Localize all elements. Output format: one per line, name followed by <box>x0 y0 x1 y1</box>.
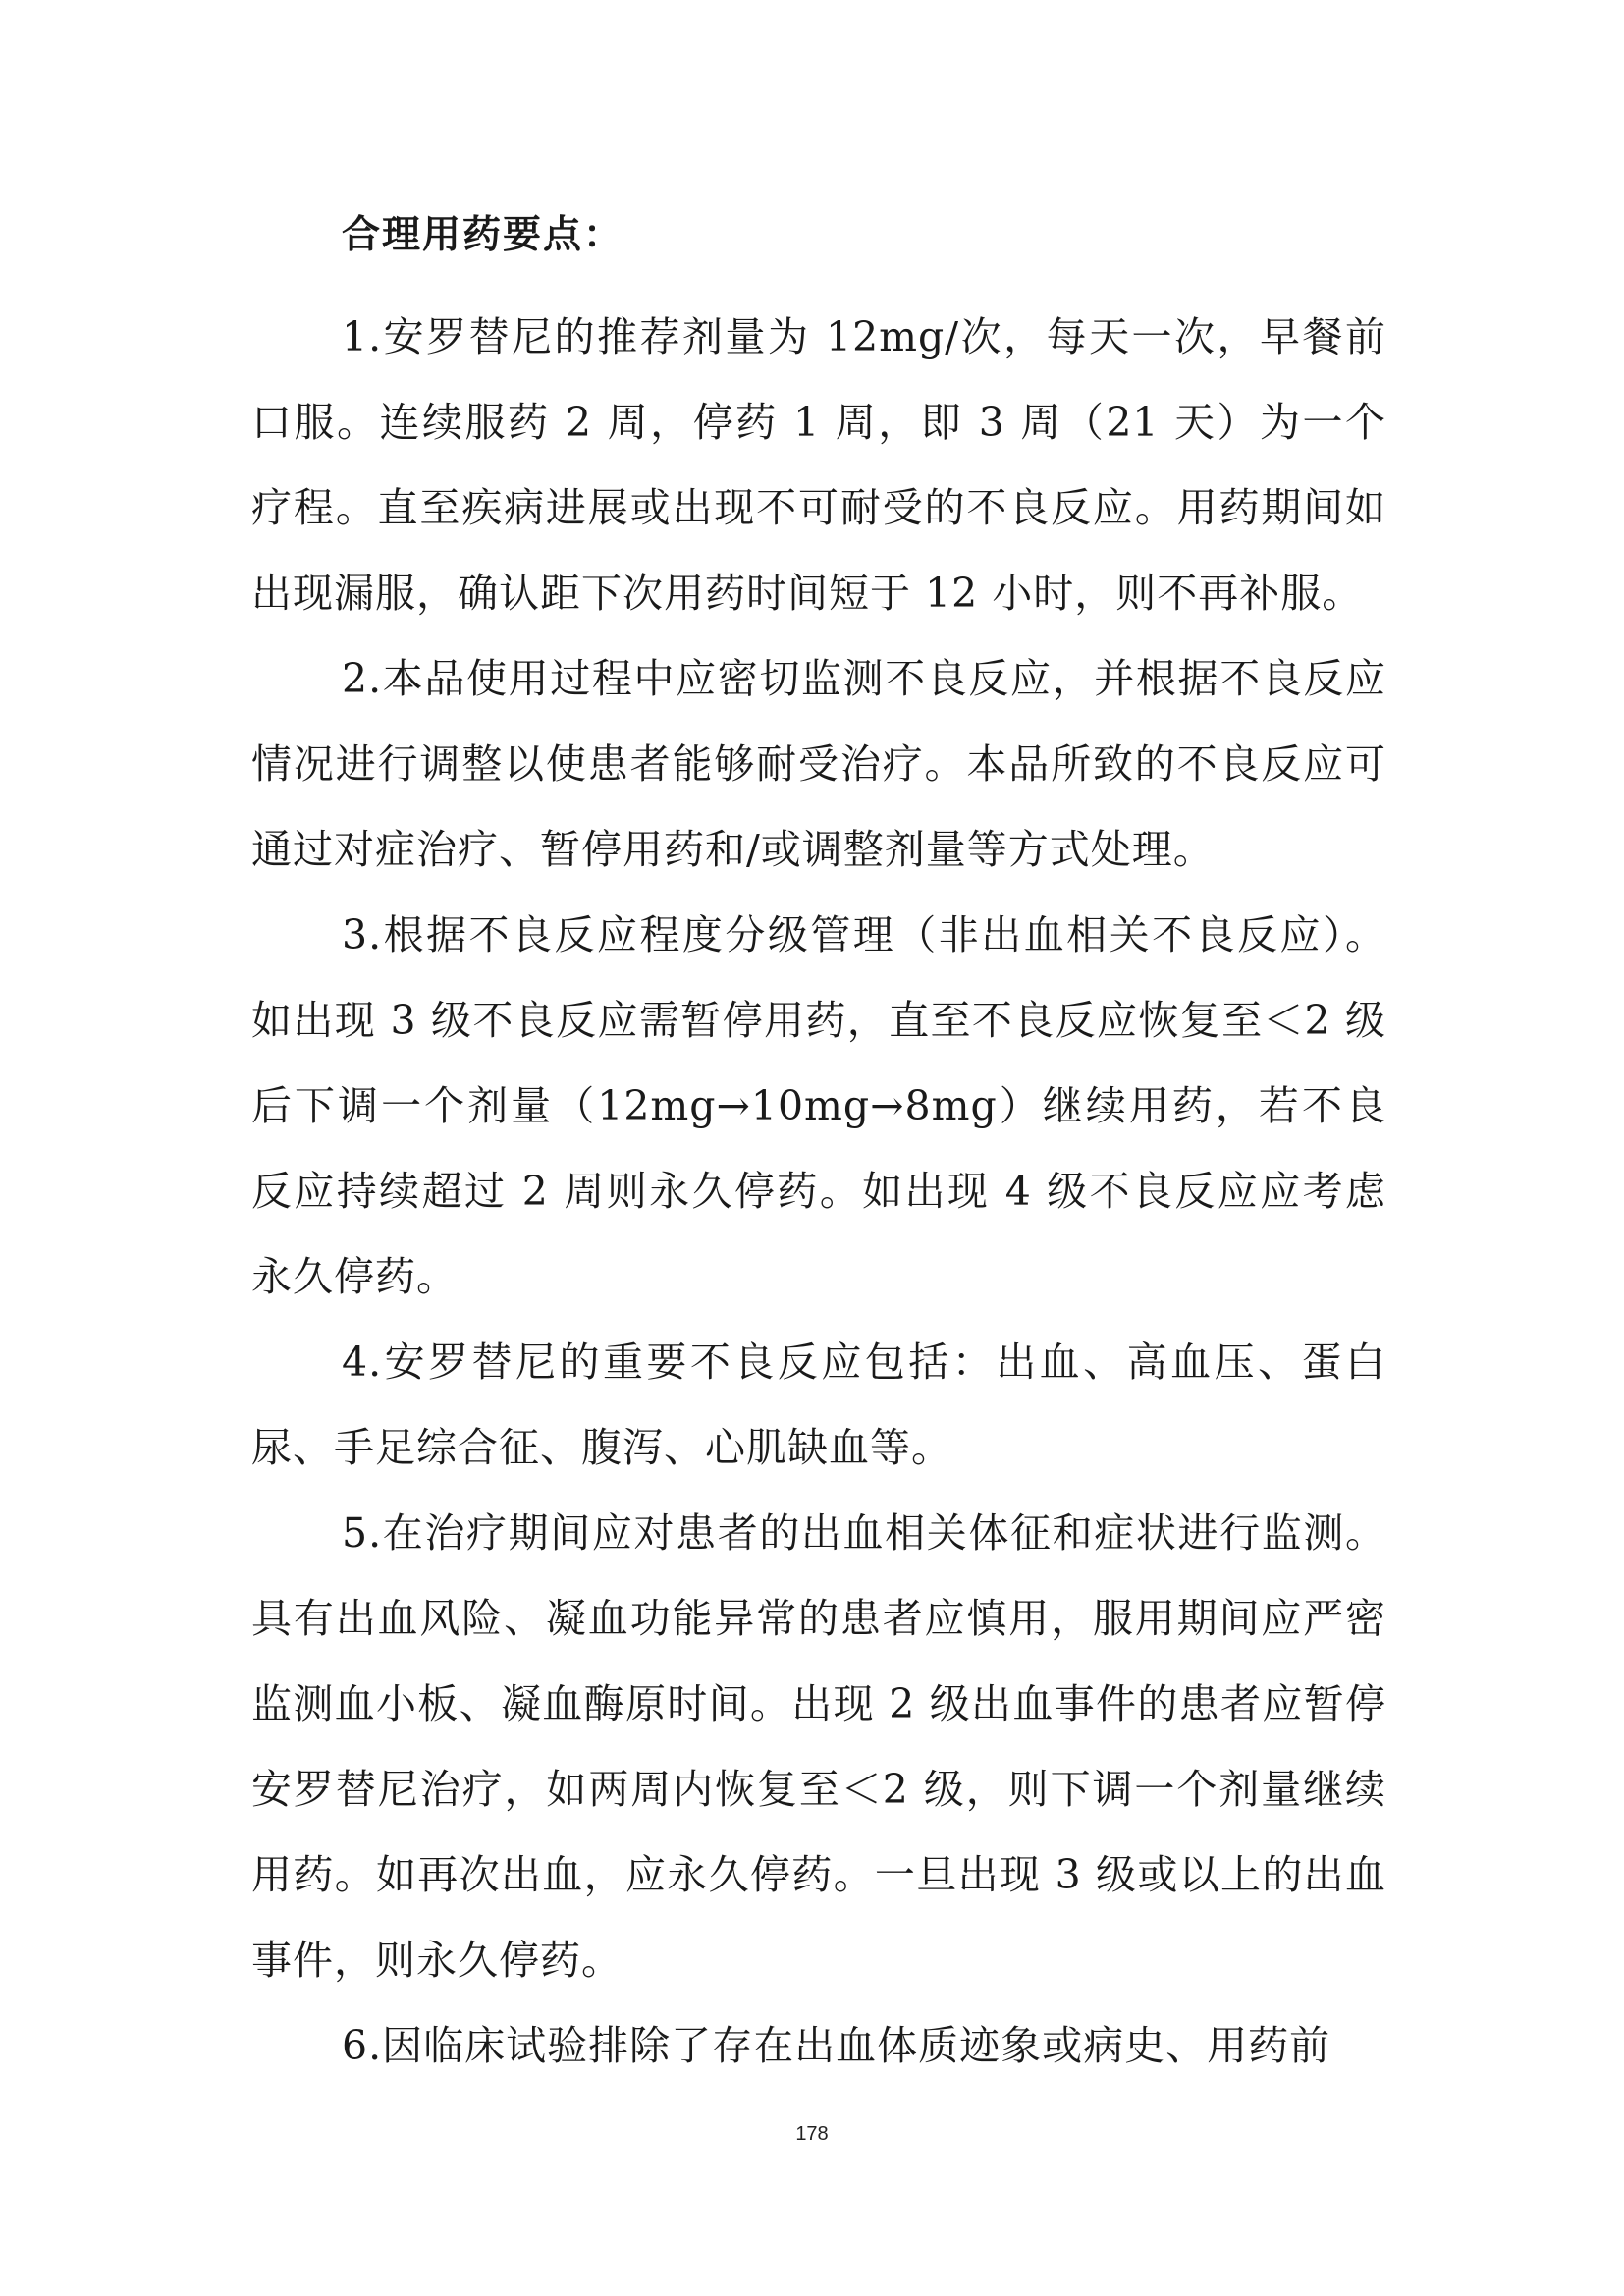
page-number: 178 <box>795 2123 829 2145</box>
paragraph-4: 4.安罗替尼的重要不良反应包括：出血、高血压、蛋白尿、手足综合征、腹泻、心肌缺血等。 <box>251 1339 1386 1471</box>
section-heading: 合理用药要点： <box>342 213 624 257</box>
paragraph-5: 5.在治疗期间应对患者的出血相关体征和症状进行监测。具有出血风险、凝血功能异常的患者应慎用，服用期间应严密监测血小板、凝血酶原时间。出现 2 级出血事件的患者应暂停安罗替尼治疗，如两周内恢复至＜2 级，则下调一个剂量继续用药。如再次出血，应永久停药。一旦出现 3 级或以上的出血事件，则永久停药。 <box>251 1509 1386 1984</box>
paragraph-1: 1.安罗替尼的推荐剂量为 12mg/次，每天一次，早餐前口服。连续服药 2 周，停药 1 周，即 3 周（21 天）为一个疗程。直至疾病进展或出现不可耐受的不良反应。用药期间如出现漏服，确认距下次用药时间短于 12 小时，则不再补服。 <box>251 313 1386 617</box>
paragraph-3: 3.根据不良反应程度分级管理（非出血相关不良反应）。如出现 3 级不良反应需暂停用药，直至不良反应恢复至＜2 级后下调一个剂量（12mg→10mg→8mg）继续用药，若不良反应持续超过 2 周则永久停药。如出现 4 级不良反应应考虑永久停药。 <box>251 911 1386 1300</box>
paragraph-6: 6.因临床试验排除了存在出血体质迹象或病史、用药前 <box>342 2022 1331 2069</box>
document-body <box>251 210 1386 2089</box>
paragraph-2: 2.本品使用过程中应密切监测不良反应，并根据不良反应情况进行调整以使患者能够耐受治疗。本品所致的不良反应可通过对症治疗、暂停用药和/或调整剂量等方式处理。 <box>251 655 1386 873</box>
